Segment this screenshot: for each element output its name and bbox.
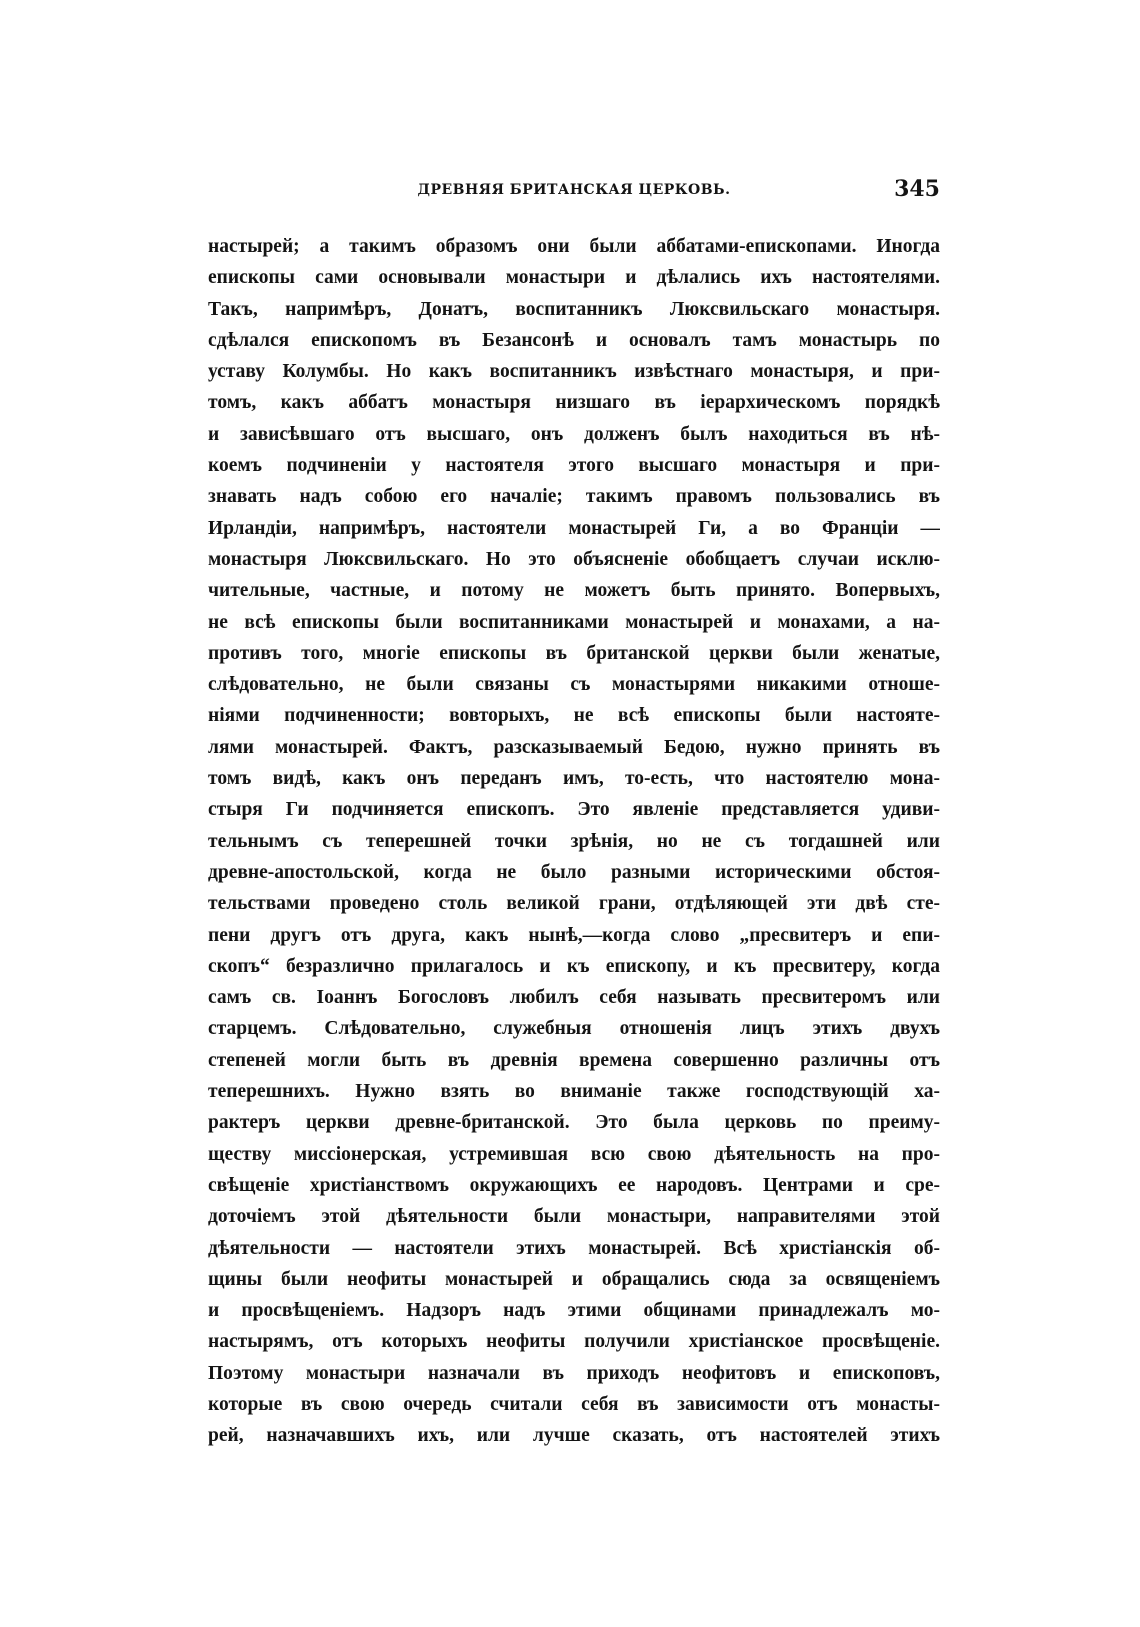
body-text: [208, 231, 940, 1452]
text-line: знавать надъ собою его началіе; такимъ правомъ пользовались въ: [208, 486, 940, 508]
text-line: томъ, какъ аббатъ монастыря низшаго въ іерархическомъ порядкѣ: [208, 392, 940, 414]
text-line: монастыря Люксвильскаго. Но это объясненіе обобщаетъ случаи исклю-: [208, 548, 940, 570]
text-line: настырей; а такимъ образомъ они были аббатами-епископами. Иногда: [208, 236, 940, 257]
text-line: Поэтому монастыри назначали въ приходъ неофитовъ и епископовъ,: [208, 1362, 940, 1384]
text-line: не всѣ епископы были воспитанниками монастырей и монахами, а на-: [208, 611, 940, 633]
text-line: рей, назначавшихъ ихъ, или лучше сказать, отъ настоятелей этихъ: [208, 1425, 940, 1447]
text-line: ществу миссіонерская, устремившая всю свою дѣятельность на про-: [208, 1143, 940, 1165]
text-line: которые въ свою очередь считали себя въ зависимости отъ монасты-: [208, 1393, 940, 1415]
text-line: тельнымъ съ теперешней точки зрѣнія, но не съ тогдашней или: [208, 830, 940, 852]
text-line: старцемъ. Слѣдовательно, служебныя отношенія лицъ этихъ двухъ: [208, 1018, 940, 1040]
text-line: Ирландіи, напримѣръ, настоятели монастырей Ги, а во Франціи —: [208, 517, 940, 539]
text-line: тельствами проведено столь великой грани, отдѣляющей эти двѣ сте-: [208, 893, 940, 915]
text-line: слѣдовательно, не были связаны съ монастырями никакими отноше-: [208, 674, 940, 696]
text-line: дѣятельности — настоятели этихъ монастырей. Всѣ христіанскія об-: [208, 1237, 940, 1259]
text-line: пени другъ отъ друга, какъ нынѣ,—когда слово „пресвитеръ и епи-: [208, 924, 940, 946]
text-line: рактеръ церкви древне-британской. Это была церковь по преиму-: [208, 1112, 940, 1134]
text-line: степеней могли быть въ древнія времена совершенно различны отъ: [208, 1049, 940, 1071]
text-line: скопъ“ безразлично прилагалось и къ епископу, и къ пресвитеру, когда: [208, 955, 940, 977]
text-line: коемъ подчиненіи у настоятеля этого высшаго монастыря и при-: [208, 455, 940, 477]
text-line: свѣщеніе христіанствомъ окружающихъ ее народовъ. Центрами и сре-: [208, 1174, 940, 1196]
text-line: древне-апостольской, когда не было разными историческими обстоя-: [208, 861, 940, 883]
text-line: Такъ, напримѣръ, Донатъ, воспитанникъ Люксвильскаго монастыря.: [208, 298, 940, 320]
text-line: чительные, частные, и потому не можетъ быть принято. Вопервыхъ,: [208, 580, 940, 602]
page-number: 345: [894, 176, 940, 202]
running-head: [208, 176, 940, 206]
text-line: доточіемъ этой дѣятельности были монастыри, направителями этой: [208, 1206, 940, 1228]
text-line: теперешнихъ. Нужно взять во вниманіе также господствующій ха-: [208, 1081, 940, 1103]
text-line: и зависѣвшаго отъ высшаго, онъ долженъ былъ находиться въ нѣ-: [208, 423, 940, 445]
running-head-title: ДРЕВНЯЯ БРИТАНСКАЯ ЦЕРКОВЬ.: [417, 182, 731, 198]
text-line: ніями подчиненности; вовторыхъ, не всѣ епископы были настояте-: [208, 705, 940, 727]
text-line: настырямъ, отъ которыхъ неофиты получили христіанское просвѣщеніе.: [208, 1331, 940, 1353]
text-line: противъ того, многіе епископы въ британской церкви были женатые,: [208, 642, 940, 664]
text-line: и просвѣщеніемъ. Надзоръ надъ этими общинами принадлежалъ мо-: [208, 1300, 940, 1322]
text-line: стыря Ги подчиняется епископъ. Это явленіе представляется удиви-: [208, 799, 940, 821]
text-line: томъ видѣ, какъ онъ переданъ имъ, то-есть, что настоятелю мона-: [208, 768, 940, 790]
text-line: лями монастырей. Фактъ, разсказываемый Бедою, нужно принять въ: [208, 736, 940, 758]
text-line: уставу Колумбы. Но какъ воспитанникъ извѣстнаго монастыря, и при-: [208, 361, 940, 383]
text-line: епископы сами основывали монастыри и дѣлались ихъ настоятелями.: [208, 267, 940, 289]
text-line: самъ св. Іоаннъ Богословъ любилъ себя называть пресвитеромъ или: [208, 987, 940, 1009]
text-line: щины были неофиты монастырей и обращались сюда за освященіемъ: [208, 1268, 940, 1290]
text-line: сдѣлался епископомъ въ Безансонѣ и основалъ тамъ монастырь по: [208, 329, 940, 351]
